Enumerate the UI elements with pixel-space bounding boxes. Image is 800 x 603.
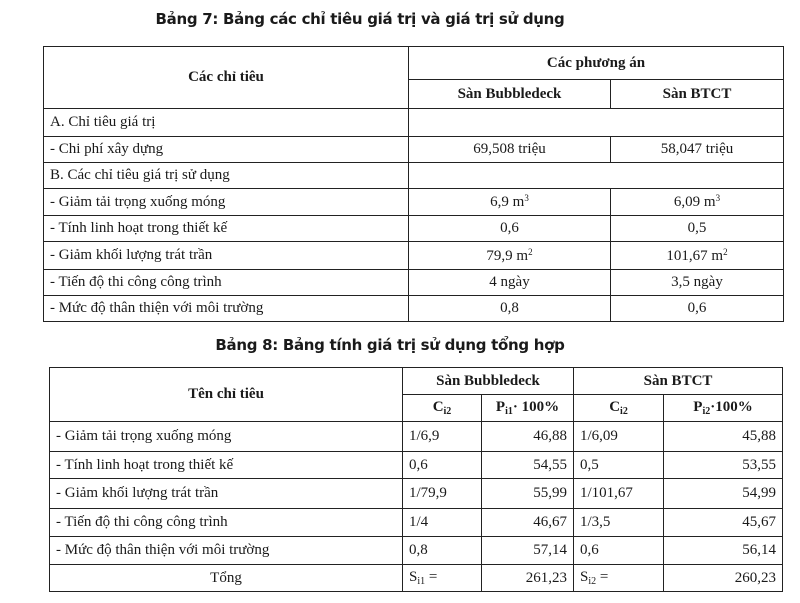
cell-btct: 6,09 $m^3$ — [611, 189, 784, 216]
cell-btct: 101,67 $m^2$ — [611, 242, 784, 270]
table7-caption: Bảng 7: Bảng các chỉ tiêu giá trị và giá trị sử dụng — [155, 10, 565, 28]
cell-bubbledeck: 4 ngày — [409, 270, 611, 296]
row-label: - Mức độ thân thiện với môi trường — [50, 537, 403, 565]
row-label: - Giảm tải trọng xuống móng — [44, 189, 409, 216]
cell-p2: 45,88 — [664, 422, 783, 452]
section-a-label: A. Chỉ tiêu giá trị — [44, 109, 409, 137]
row-label: - Tiến độ thi công công trình — [50, 509, 403, 537]
cell-bubbledeck: 0,8 — [409, 296, 611, 322]
cell-c1: 1/4 — [403, 509, 482, 537]
cell-c1: 0,8 — [403, 537, 482, 565]
cell-p1: 57,14 — [482, 537, 574, 565]
cell-p2: 53,55 — [664, 452, 783, 479]
row-label: - Tính linh hoạt trong thiết kế — [50, 452, 403, 479]
row-label: - Tính linh hoạt trong thiết kế — [44, 216, 409, 242]
subheader-p1: $P_{i1}\cdot 100\%$ — [482, 395, 574, 422]
subheader-c: $C_{i2}$ — [574, 395, 664, 422]
subheader-c: $C_{i2}$ — [403, 395, 482, 422]
cell-bubbledeck: 0,6 — [409, 216, 611, 242]
cell-p1: 46,67 — [482, 509, 574, 537]
table-7 — [43, 46, 784, 322]
cell-c2: 1/101,67 — [574, 479, 664, 509]
row-label: - Giảm tải trọng xuống móng — [50, 422, 403, 452]
cell-p2: 54,99 — [664, 479, 783, 509]
cell-c2: 0,6 — [574, 537, 664, 565]
header-btct: Sàn BTCT — [574, 368, 783, 395]
row-label: - Giảm khối lượng trát trần — [50, 479, 403, 509]
row-label: - Giảm khối lượng trát trần — [44, 242, 409, 270]
header-btct: Sàn BTCT — [611, 80, 784, 109]
cell-btct: 58,047 triệu — [611, 137, 784, 163]
cell-bubbledeck: 79,9 $m^2$ — [409, 242, 611, 270]
cell-p2: 45,67 — [664, 509, 783, 537]
total-c1: $S_{i1}$ = — [403, 565, 482, 592]
section-b-empty — [409, 163, 784, 189]
cell-p1: 55,99 — [482, 479, 574, 509]
header-bubbledeck: Sàn Bubbledeck — [403, 368, 574, 395]
cell-c1: 0,6 — [403, 452, 482, 479]
cell-btct: 0,6 — [611, 296, 784, 322]
total-p1: 261,23 — [482, 565, 574, 592]
table8-caption: Bảng 8: Bảng tính giá trị sử dụng tổng hợp — [215, 336, 565, 354]
table-8 — [49, 367, 783, 592]
cell-c2: 1/3,5 — [574, 509, 664, 537]
row-label: - Tiến độ thi công công trình — [44, 270, 409, 296]
cell-p1: 46,88 — [482, 422, 574, 452]
cell-c1: 1/6,9 — [403, 422, 482, 452]
subheader-p2: $P_{i2}\cdot 100\%$ — [664, 395, 783, 422]
cell-bubbledeck: 6,9 $m^3$ — [409, 189, 611, 216]
cell-btct: 3,5 ngày — [611, 270, 784, 296]
cell-p1: 54,55 — [482, 452, 574, 479]
total-label: Tổng — [50, 565, 403, 592]
cell-p2: 56,14 — [664, 537, 783, 565]
cell-btct: 0,5 — [611, 216, 784, 242]
cell-c1: 1/79,9 — [403, 479, 482, 509]
section-a-empty — [409, 109, 784, 137]
section-b-label: B. Các chỉ tiêu giá trị sử dụng — [44, 163, 409, 189]
total-p2: 260,23 — [664, 565, 783, 592]
total-c2: $S_{i2}$ = — [574, 565, 664, 592]
row-label: - Chi phí xây dựng — [44, 137, 409, 163]
row-label: - Mức độ thân thiện với môi trường — [44, 296, 409, 322]
header-criteria: Tên chỉ tiêu — [50, 368, 403, 422]
header-options: Các phương án — [409, 47, 784, 80]
header-criteria: Các chỉ tiêu — [44, 47, 409, 109]
cell-c2: 0,5 — [574, 452, 664, 479]
cell-bubbledeck: 69,508 triệu — [409, 137, 611, 163]
header-bubbledeck: Sàn Bubbledeck — [409, 80, 611, 109]
cell-c2: 1/6,09 — [574, 422, 664, 452]
